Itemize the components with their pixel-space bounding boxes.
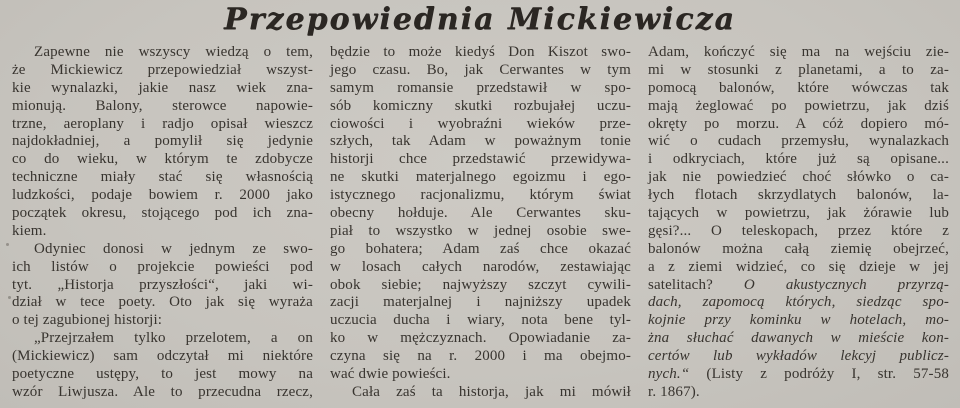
text-line bbox=[330, 259, 631, 277]
text-line bbox=[330, 312, 631, 330]
text-line bbox=[12, 294, 313, 312]
text-segment: (Mickiewicz) sam odczytał mi niektóre bbox=[12, 348, 313, 365]
text-line bbox=[648, 277, 949, 295]
text-line bbox=[648, 133, 949, 151]
text-segment: wzór Liwjusza. Ale to przecudna rzecz, bbox=[12, 383, 313, 400]
text-line bbox=[12, 116, 313, 134]
text-line bbox=[12, 133, 313, 151]
text-line bbox=[12, 44, 313, 62]
text-line bbox=[330, 205, 631, 223]
text-segment: historji chce przedstawić przewidywa- bbox=[330, 151, 631, 168]
text-segment: ciowości i wyobraźni wieków prze- bbox=[330, 115, 631, 132]
text-line bbox=[648, 44, 949, 62]
italic-text-segment: dach, zapomocą których, siedząc spo- bbox=[648, 294, 949, 311]
article-title: Przepowiednia Mickiewicza bbox=[224, 2, 736, 37]
text-segment: go bohatera; Adam zaś chce okazać bbox=[330, 240, 631, 257]
text-line bbox=[12, 98, 313, 116]
text-line bbox=[648, 205, 949, 223]
text-segment: wać dwie powieści. bbox=[330, 366, 451, 383]
text-segment: mają żeglować po powietrzu, jak dziś bbox=[648, 97, 949, 114]
text-line bbox=[330, 62, 631, 80]
text-segment: Odyniec donosi w jednym ze swo- bbox=[34, 240, 313, 257]
text-line bbox=[648, 366, 949, 384]
text-line bbox=[648, 169, 949, 187]
text-line bbox=[330, 133, 631, 151]
text-segment: szłych, tak Adam w poważnym tonie bbox=[330, 133, 631, 150]
text-line bbox=[330, 348, 631, 366]
text-segment: dział w tece poety. Oto jak się wyraża bbox=[12, 294, 313, 311]
text-segment: balonów można całą ziemię obejrzeć, bbox=[648, 240, 949, 257]
text-line bbox=[12, 241, 313, 259]
text-segment: ich listów o projekcie powieści pod bbox=[12, 258, 313, 275]
text-segment: czyna się na r. 2000 i ma obejmo- bbox=[330, 348, 631, 365]
text-segment: piał to wszystko w jednej osobie swe- bbox=[330, 222, 631, 239]
text-line bbox=[330, 116, 631, 134]
text-segment: początek okresu, stojącego pod ich zna- bbox=[12, 205, 313, 222]
text-line bbox=[12, 312, 313, 330]
text-line bbox=[12, 80, 313, 98]
text-line bbox=[648, 330, 949, 348]
text-line bbox=[648, 98, 949, 116]
text-line bbox=[330, 223, 631, 241]
text-segment: Zapewne nie wszyscy wiedzą o tem, bbox=[34, 44, 313, 60]
text-line bbox=[12, 366, 313, 384]
article-column-1 bbox=[12, 44, 313, 402]
text-segment: Cała zaś ta historja, jak mi mówił bbox=[352, 383, 631, 400]
text-segment: a z ziemi widzieć, co się dzieje w jej bbox=[648, 258, 949, 275]
text-line bbox=[12, 384, 313, 402]
text-segment: tających w powietrzu, jak żórawie lub bbox=[648, 205, 949, 222]
text-segment: sób komiczny skutki rozbujałej uczu- bbox=[330, 97, 631, 114]
text-segment: „Przejrzałem tylko przelotem, a on bbox=[34, 330, 313, 347]
text-line bbox=[330, 294, 631, 312]
text-line bbox=[12, 151, 313, 169]
text-line bbox=[12, 187, 313, 205]
text-segment: i odkryciach, które już są opisane... bbox=[648, 151, 949, 168]
text-segment: o tej zagubionej historji: bbox=[12, 312, 163, 329]
text-line bbox=[12, 205, 313, 223]
text-line bbox=[330, 169, 631, 187]
text-line bbox=[330, 330, 631, 348]
text-segment: okręty po morzu. A cóż dopiero mó- bbox=[648, 115, 949, 132]
italic-text-segment: nych.“ bbox=[648, 366, 707, 383]
paper-speck bbox=[8, 296, 11, 299]
text-line bbox=[330, 366, 631, 384]
italic-text-segment: kojnie przy kominku w hotelach, mo- bbox=[648, 312, 949, 329]
text-line bbox=[648, 223, 949, 241]
text-line bbox=[12, 330, 313, 348]
text-segment: co do wieku, w którym te zdobycze bbox=[12, 151, 313, 168]
text-segment: ne skutki materjalnego egoizmu i ego- bbox=[330, 169, 631, 186]
text-segment: istycznego racjonalizmu, którym świat bbox=[330, 187, 631, 204]
text-segment: mi w stosunki z planetami, a to za- bbox=[648, 61, 949, 78]
text-line bbox=[648, 241, 949, 259]
text-line bbox=[330, 98, 631, 116]
text-segment: jego czasu. Bo, jak Cerwantes w tym bbox=[330, 61, 631, 78]
text-line bbox=[648, 384, 949, 402]
text-line bbox=[648, 187, 949, 205]
text-line bbox=[648, 116, 949, 134]
text-segment: (Listy z podróży I, str. 57-58 bbox=[706, 366, 949, 383]
text-line bbox=[12, 223, 313, 241]
text-segment: satelitach? bbox=[648, 276, 744, 293]
text-segment: uczucia ducha i wiary, nota bene tyl- bbox=[330, 312, 631, 329]
text-line bbox=[648, 312, 949, 330]
text-segment: gęsi?... O teleskopach, przez które z bbox=[648, 222, 949, 239]
text-line bbox=[648, 348, 949, 366]
text-segment: obok siebie; najwyższy szczyt cywili- bbox=[330, 276, 631, 293]
text-segment: łych flotach skrzydlatych balonów, la- bbox=[648, 187, 949, 204]
text-line bbox=[648, 62, 949, 80]
text-segment: obecny hołduje. Ale Cerwantes sku- bbox=[330, 205, 631, 222]
text-line bbox=[330, 187, 631, 205]
article-column-2 bbox=[330, 44, 631, 402]
article-column-3 bbox=[648, 44, 949, 402]
text-line bbox=[330, 384, 631, 402]
text-segment: mionują. Balony, sterowce napowie- bbox=[12, 97, 313, 114]
paper-speck bbox=[6, 243, 9, 246]
text-line bbox=[12, 348, 313, 366]
text-segment: w losach całych narodów, zestawiając bbox=[330, 258, 631, 275]
text-segment: trzne, aeroplany i radjo opisał wieszcz bbox=[12, 115, 313, 132]
text-line bbox=[12, 62, 313, 80]
text-line bbox=[330, 277, 631, 295]
text-line bbox=[330, 151, 631, 169]
text-segment: tyt. „Historja przyszłości“, jaki wi- bbox=[12, 276, 313, 293]
text-segment: Adam, kończyć się ma na wejściu zie- bbox=[648, 44, 949, 60]
text-line bbox=[12, 169, 313, 187]
text-segment: samym romansie przedstawił w spo- bbox=[330, 79, 631, 96]
text-segment: ludzkości, podaje bowiem r. 2000 jako bbox=[12, 187, 313, 204]
text-line bbox=[330, 241, 631, 259]
text-segment: techniczne miały stać się własnością bbox=[12, 169, 313, 186]
text-segment: najdokładniej, a pomylił się jedynie bbox=[12, 133, 313, 150]
text-line bbox=[648, 259, 949, 277]
text-segment: kiem. bbox=[12, 222, 47, 239]
text-segment: pomocą balonów, które wówczas tak bbox=[648, 79, 949, 96]
text-line bbox=[330, 44, 631, 62]
text-segment: będzie to może kiedyś Don Kiszot swo- bbox=[330, 44, 631, 60]
text-segment: kie wynalazki, jakie nasz wiek zna- bbox=[12, 79, 313, 96]
text-segment: poetyczne ustępy, to jest mowy na bbox=[12, 366, 313, 383]
italic-text-segment: żna słuchać dawanych w mieście kon- bbox=[648, 330, 949, 347]
text-segment: zacji materjalnej i najniższy upadek bbox=[330, 294, 631, 311]
text-line bbox=[648, 80, 949, 98]
article-columns bbox=[12, 44, 948, 402]
text-segment: wić o cudach przemysłu, wynalazkach bbox=[648, 133, 949, 150]
text-line bbox=[330, 80, 631, 98]
italic-text-segment: certów lub wykładów lekcyj publicz- bbox=[648, 348, 949, 365]
text-segment: r. 1867). bbox=[648, 383, 700, 400]
text-line bbox=[12, 259, 313, 277]
text-segment: jak nie powiedzieć choć słówko o ca- bbox=[648, 169, 949, 186]
text-segment: ko w mężczyznach. Opowiadanie za- bbox=[330, 330, 631, 347]
text-segment: że Mickiewicz przepowiedział wszyst- bbox=[12, 61, 313, 78]
text-line bbox=[12, 277, 313, 295]
italic-text-segment: O akustycznych przyrzą- bbox=[743, 276, 949, 293]
text-line bbox=[648, 294, 949, 312]
text-line bbox=[648, 151, 949, 169]
